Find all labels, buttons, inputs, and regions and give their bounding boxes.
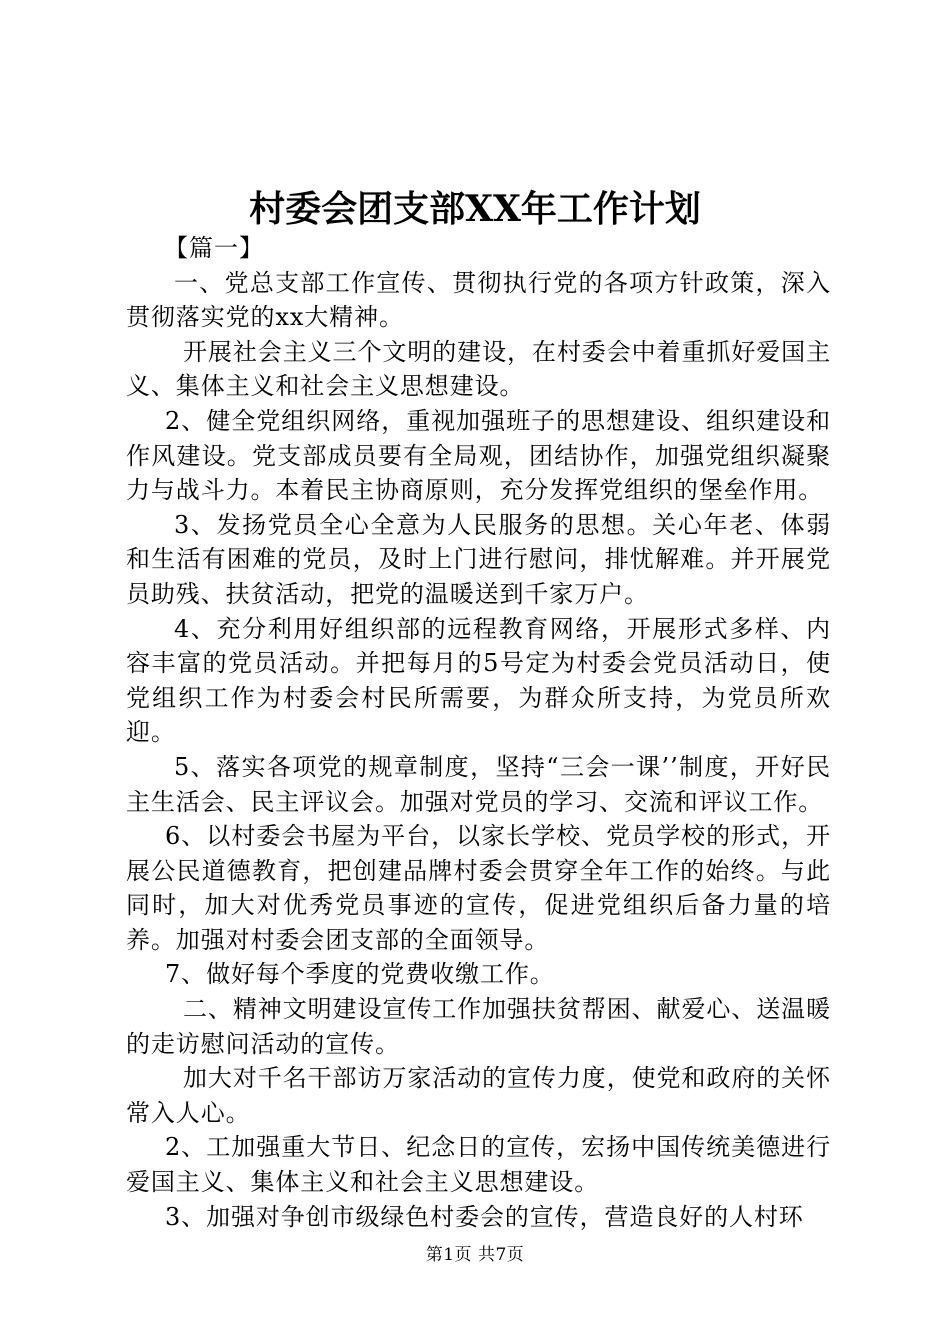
- paragraph-9: 二、精神文明建设宣传工作加强扶贫帮困、献爱心、送温暖的走访慰问活动的宣传。: [126, 995, 831, 1058]
- paragraph-3: 2、健全党组织网络，重视加强班子的思想建设、组织建设和作风建设。党支部成员要有全局观，团结协作，加强党组织凝聚力与战斗力。本着民主协商原则，充分发挥党组织的堡垒作用。: [126, 406, 831, 505]
- paragraph-12: 3、加强对争创市级绿色村委会的宣传，营造良好的人村环: [165, 1202, 804, 1231]
- paragraph-1: 一、党总支部工作宣传、贯彻执行党的各项方针政策，深入贯彻落实党的xx大精神。: [126, 268, 831, 332]
- section-label: 【篇一】: [164, 234, 264, 262]
- paragraph-8: 7、做好每个季度的党费收缴工作。: [165, 960, 555, 989]
- document-title: 村委会团支部XX年工作计划: [249, 188, 701, 230]
- paragraph-11: 2、工加强重大节日、纪念日的宣传，宏扬中国传统美德进行爱国主义、集体主义和社会主义思想建设。: [126, 1133, 831, 1197]
- paragraph-2: 开展社会主义三个文明的建设，在村委会中着重抓好爱国主义、集体主义和社会主义思想建设。: [126, 337, 831, 401]
- document-body: [126, 231, 831, 1234]
- paragraph-6: 5、落实各项党的规章制度，坚持“三会一课’’制度，开好民主生活会、民主评议会。加强对党员的学习、交流和评议工作。: [126, 752, 831, 816]
- paragraph-5: 4、充分利用好组织部的远程教育网络，开展形式多样、内容丰富的党员活动。并把每月的5号定为村委会党员活动日，使党组织工作为村委会村民所需要，为群众所支持，为党员所欢迎。: [126, 614, 831, 747]
- paragraph-10: 加大对千名干部访万家活动的宣传力度，使党和政府的关怀常入人心。: [126, 1064, 831, 1127]
- paragraph-4: 3、发扬党员全心全意为人民服务的思想。关心年老、体弱和生活有困难的党员，及时上门进行慰问，排忧解难。并开展党员助残、扶贫活动，把党的温暖送到千家万户。: [126, 510, 831, 608]
- paragraph-7: 6、以村委会书屋为平台，以家长学校、党员学校的形式，开展公民道德教育，把创建品牌村委会贯穿全年工作的始终。与此同时，加大对优秀党员事迹的宣传，促进党组织后备力量的培养。加强对村委会团支部的全面领导。: [126, 822, 831, 954]
- page-footer: 第1页 共7页: [425, 1245, 525, 1265]
